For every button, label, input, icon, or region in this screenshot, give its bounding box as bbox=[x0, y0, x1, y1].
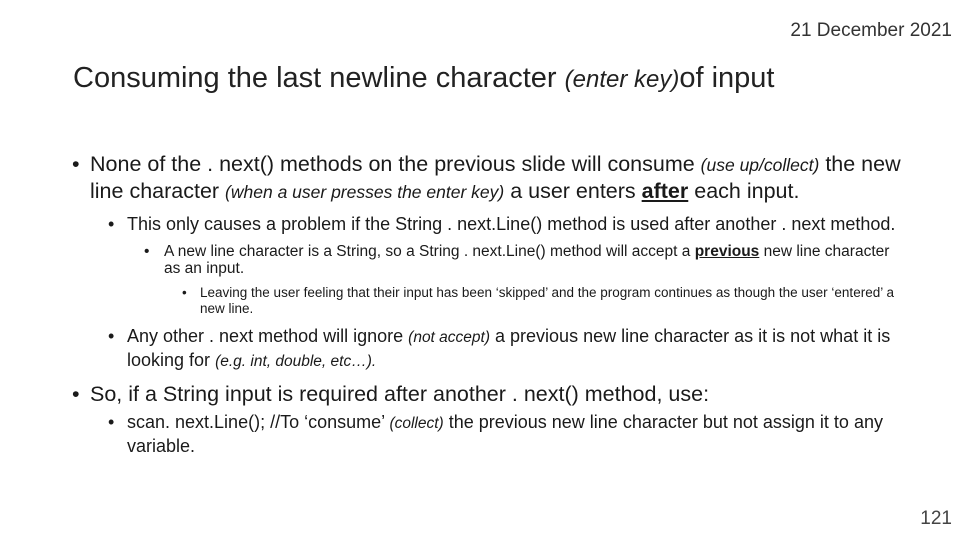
bullet-string-required: • So, if a String input is required after another . next() method, use: bbox=[72, 381, 902, 407]
bullet-text: a user enters bbox=[504, 179, 642, 203]
bullet-other-next-ignore bbox=[108, 325, 902, 373]
bullet-text: Any other . next method will ignore bbox=[127, 326, 409, 346]
bullet-none-consume bbox=[72, 151, 902, 205]
bullet-italic: (collect) bbox=[389, 415, 444, 432]
bullet-scan-nextline bbox=[108, 411, 902, 457]
bullet-italic: (when a user presses the enter key) bbox=[225, 182, 505, 202]
bullet-text: the new line character bbox=[90, 152, 901, 203]
bullet-newline-string bbox=[144, 243, 902, 277]
bullet-italic: (use up/collect) bbox=[700, 155, 820, 175]
title-tail: of input bbox=[679, 62, 775, 94]
emphasis-after: after bbox=[641, 179, 689, 203]
slide-date: 21 December 2021 bbox=[790, 20, 952, 41]
bullet-italic: (e.g. int, double, etc…). bbox=[215, 353, 377, 370]
page-number: 121 bbox=[920, 508, 952, 529]
slide-title bbox=[73, 62, 774, 95]
emphasis-previous: previous bbox=[694, 243, 760, 260]
bullet-italic: (not accept) bbox=[408, 329, 491, 346]
bullet-text: a previous new line character as it is not what it is looking for bbox=[127, 326, 891, 370]
title-italic: (enter key) bbox=[564, 66, 680, 93]
bullet-text: each input. bbox=[688, 179, 800, 203]
bullet-text: A new line character is a String, so a String . next.Line() method will accept a bbox=[164, 243, 695, 260]
bullet-text: None of the . next() methods on the previous slide will consume bbox=[90, 152, 701, 176]
bullet-text: the previous new line character but not assign it to any variable. bbox=[127, 412, 883, 456]
bullet-text: new line character as an input. bbox=[164, 243, 890, 277]
bullet-input-skipped: • Leaving the user feeling that their input has been ‘skipped’ and the program continues as though the user ‘entered’ a new line. bbox=[182, 285, 902, 317]
bullet-text: scan. next.Line(); //To ‘consume’ bbox=[127, 412, 390, 432]
bullet-problem-cause: • This only causes a problem if the String . next.Line() method is used after another . next method. bbox=[108, 213, 902, 235]
title-main: Consuming the last newline character bbox=[73, 62, 565, 94]
slide-body bbox=[72, 145, 902, 457]
